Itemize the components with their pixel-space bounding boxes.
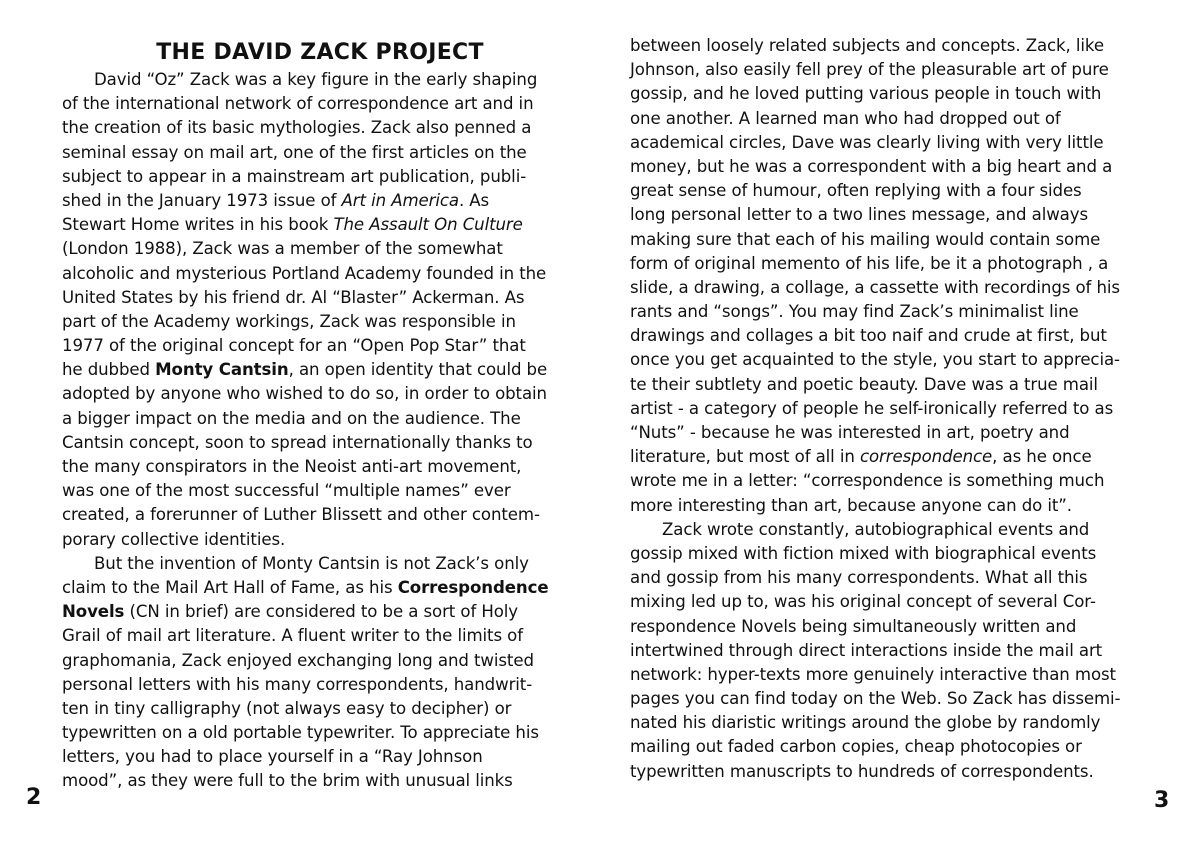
text-line	[62, 576, 574, 600]
text-line	[62, 165, 574, 189]
text-segment: and gossip from his many correspondents. What all this	[630, 568, 1088, 588]
text-segment: drawings and collages a bit too naif and crude at first, but	[630, 326, 1107, 346]
paragraph	[62, 552, 574, 794]
page-number-left: 2	[26, 785, 42, 810]
text-segment: network: hyper-texts more genuinely interactive than most	[630, 664, 1116, 684]
bold-text: Correspondence	[397, 577, 549, 597]
text-line	[630, 300, 1150, 324]
text-line	[62, 92, 574, 116]
text-line	[630, 276, 1150, 300]
text-line	[630, 566, 1150, 590]
text-segment: mood”, as they were full to the brim with unusual links	[62, 771, 513, 791]
paragraph	[62, 68, 574, 552]
text-line	[62, 649, 574, 673]
text-segment: created, a forerunner of Luther Blissett and other contem-	[62, 505, 540, 525]
text-line	[62, 68, 574, 92]
text-segment: academical circles, Dave was clearly living with very little	[630, 132, 1104, 152]
text-segment: he dubbed	[62, 360, 156, 380]
text-segment: intertwined through direct interactions inside the mail art	[630, 640, 1103, 660]
text-line	[630, 34, 1150, 58]
text-line	[630, 155, 1150, 179]
text-line	[62, 213, 574, 237]
text-segment: “Nuts” - because he was interested in art, poetry and	[630, 423, 1070, 442]
text-segment: one another. A learned man who had dropped out of	[630, 108, 1061, 128]
text-segment: Grail of mail art literature. A fluent writer to the limits of	[62, 626, 523, 646]
text-line	[630, 373, 1150, 397]
text-line	[630, 590, 1150, 614]
text-line	[630, 518, 1150, 542]
text-segment: But the invention of Monty Cantsin is not Zack’s only	[94, 553, 529, 573]
text-segment: . As	[458, 190, 490, 210]
text-line	[62, 286, 574, 310]
text-segment: typewritten on a old portable typewriter. To appreciate his	[62, 723, 539, 743]
text-line	[630, 542, 1150, 566]
italic-text: The Assault On Culture	[333, 215, 523, 235]
text-segment: a bigger impact on the media and on the audience. The	[62, 408, 521, 428]
text-segment: part of the Academy workings, Zack was responsible in	[62, 311, 516, 331]
text-segment: Zack wrote constantly, autobiographical events and	[662, 519, 1090, 539]
text-segment: subject to appear in a mainstream art publication, publi-	[62, 166, 527, 186]
text-segment: literature, but most of all in	[630, 447, 860, 467]
text-line	[630, 687, 1150, 711]
text-segment: letters, you had to place yourself in a “Ray Johnson	[62, 747, 483, 767]
text-line	[62, 334, 574, 358]
text-segment: , an open identity that could be	[288, 360, 548, 380]
text-segment: porary collective identities.	[62, 529, 286, 549]
text-segment: gossip mixed with fiction mixed with biographical events	[630, 543, 1097, 563]
text-line	[62, 600, 574, 624]
text-line	[630, 735, 1150, 759]
text-line	[62, 237, 574, 261]
text-line	[62, 673, 574, 697]
text-segment: shed in the January 1973 issue of	[62, 190, 342, 210]
text-line	[62, 407, 574, 431]
text-segment: Cantsin concept, soon to spread internationally thanks to	[62, 432, 533, 452]
text-segment: the creation of its basic mythologies. Zack also penned a	[62, 118, 532, 138]
text-segment: mailing out faded carbon copies, cheap photocopies or	[630, 737, 1082, 757]
text-segment: mixing led up to, was his original concept of several Cor-	[630, 592, 1096, 612]
text-line	[62, 455, 574, 479]
text-line	[630, 494, 1150, 518]
text-segment: graphomania, Zack enjoyed exchanging long and twisted	[62, 650, 534, 670]
text-segment: 1977 of the original concept for an “Open Pop Star” that	[62, 336, 526, 356]
text-segment: slide, a drawing, a collage, a cassette with recordings of his	[630, 277, 1120, 297]
text-segment: artist - a category of people he self-ironically referred to as	[630, 398, 1114, 418]
text-line	[630, 179, 1150, 203]
text-line	[630, 107, 1150, 131]
bold-text: Novels	[62, 602, 125, 622]
text-segment: of the international network of correspondence art and in	[62, 94, 534, 114]
paragraph	[630, 518, 1150, 784]
text-segment: te their subtlety and poetic beauty. Dave was a true mail	[630, 374, 1098, 394]
text-line	[630, 58, 1150, 82]
paragraph	[630, 34, 1150, 518]
text-line	[62, 382, 574, 406]
text-segment: alcoholic and mysterious Portland Academy founded in the	[62, 263, 547, 283]
text-segment: once you get acquainted to the style, you start to apprecia-	[630, 350, 1120, 370]
text-line	[630, 639, 1150, 663]
text-line	[62, 721, 574, 745]
text-line	[62, 745, 574, 769]
text-segment: wrote me in a letter: “correspondence is something much	[630, 471, 1105, 491]
text-line	[62, 189, 574, 213]
text-segment: long personal letter to a two lines message, and always	[630, 205, 1089, 225]
text-line	[630, 469, 1150, 493]
text-segment: Stewart Home writes in his book	[62, 215, 334, 235]
text-line	[62, 769, 574, 793]
text-segment: was one of the most successful “multiple names” ever	[62, 481, 511, 501]
right-page	[600, 0, 1200, 845]
italic-text: Art in America	[341, 190, 459, 210]
text-line	[62, 141, 574, 165]
text-line	[630, 397, 1150, 421]
text-segment: making sure that each of his mailing would contain some	[630, 229, 1101, 249]
text-line	[62, 479, 574, 503]
text-segment: nated his diaristic writings around the globe by randomly	[630, 713, 1101, 733]
text-segment: adopted by anyone who wished to do so, in order to obtain	[62, 384, 547, 404]
text-segment: between loosely related subjects and concepts. Zack, like	[630, 36, 1104, 55]
text-segment: typewritten manuscripts to hundreds of correspondents.	[630, 761, 1094, 781]
text-segment: more interesting than art, because anyone can do it”.	[630, 495, 1072, 515]
text-segment: form of original memento of his life, be it a photograph , a	[630, 253, 1109, 273]
text-line	[630, 445, 1150, 469]
text-line	[630, 203, 1150, 227]
text-segment: ten in tiny calligraphy (not always easy to decipher) or	[62, 698, 512, 718]
text-line	[630, 615, 1150, 639]
text-segment: great sense of humour, often replying with a four sides	[630, 181, 1082, 201]
text-line	[630, 228, 1150, 252]
article-title: THE DAVID ZACK PROJECT	[156, 40, 484, 65]
text-segment: pages you can find today on the Web. So Zack has dissemi-	[630, 689, 1121, 709]
text-line	[62, 431, 574, 455]
text-line	[62, 697, 574, 721]
text-segment: United States by his friend dr. Al “Blaster” Ackerman. As	[62, 287, 525, 307]
text-segment: David “Oz” Zack was a key figure in the early shaping	[94, 70, 538, 89]
text-line	[630, 663, 1150, 687]
text-segment: claim to the Mail Art Hall of Fame, as his	[62, 577, 398, 597]
text-line	[62, 552, 574, 576]
page-number-right: 3	[1154, 788, 1170, 813]
text-line	[630, 82, 1150, 106]
text-line	[630, 711, 1150, 735]
text-segment: rants and “songs”. You may find Zack’s minimalist line	[630, 302, 1079, 322]
text-segment: Johnson, also easily fell prey of the pleasurable art of pure	[630, 60, 1109, 80]
text-line	[630, 760, 1150, 784]
right-column-text	[630, 34, 1150, 784]
text-segment: the many conspirators in the Neoist anti-art movement,	[62, 457, 522, 476]
text-line	[62, 262, 574, 286]
text-line	[62, 116, 574, 140]
text-line	[630, 324, 1150, 348]
text-segment: , as he once	[992, 447, 1092, 467]
text-line	[62, 310, 574, 334]
text-line	[62, 358, 574, 382]
text-line	[630, 131, 1150, 155]
text-segment: respondence Novels being simultaneously written and	[630, 616, 1077, 636]
text-segment: seminal essay on mail art, one of the first articles on the	[62, 142, 527, 162]
text-line	[62, 624, 574, 648]
text-segment: (CN in brief) are considered to be a sort of Holy	[124, 602, 519, 622]
text-line	[62, 528, 574, 552]
text-line	[630, 421, 1150, 445]
text-line	[62, 503, 574, 527]
text-segment: (London 1988), Zack was a member of the somewhat	[62, 239, 503, 259]
text-segment: money, but he was a correspondent with a big heart and a	[630, 156, 1113, 176]
text-segment: personal letters with his many correspondents, handwrit-	[62, 674, 533, 694]
left-column-text	[62, 68, 574, 794]
text-segment: gossip, and he loved putting various people in touch with	[630, 84, 1102, 104]
bold-text: Monty Cantsin	[155, 360, 289, 380]
text-line	[630, 348, 1150, 372]
italic-text: correspondence	[859, 447, 993, 467]
text-line	[630, 252, 1150, 276]
